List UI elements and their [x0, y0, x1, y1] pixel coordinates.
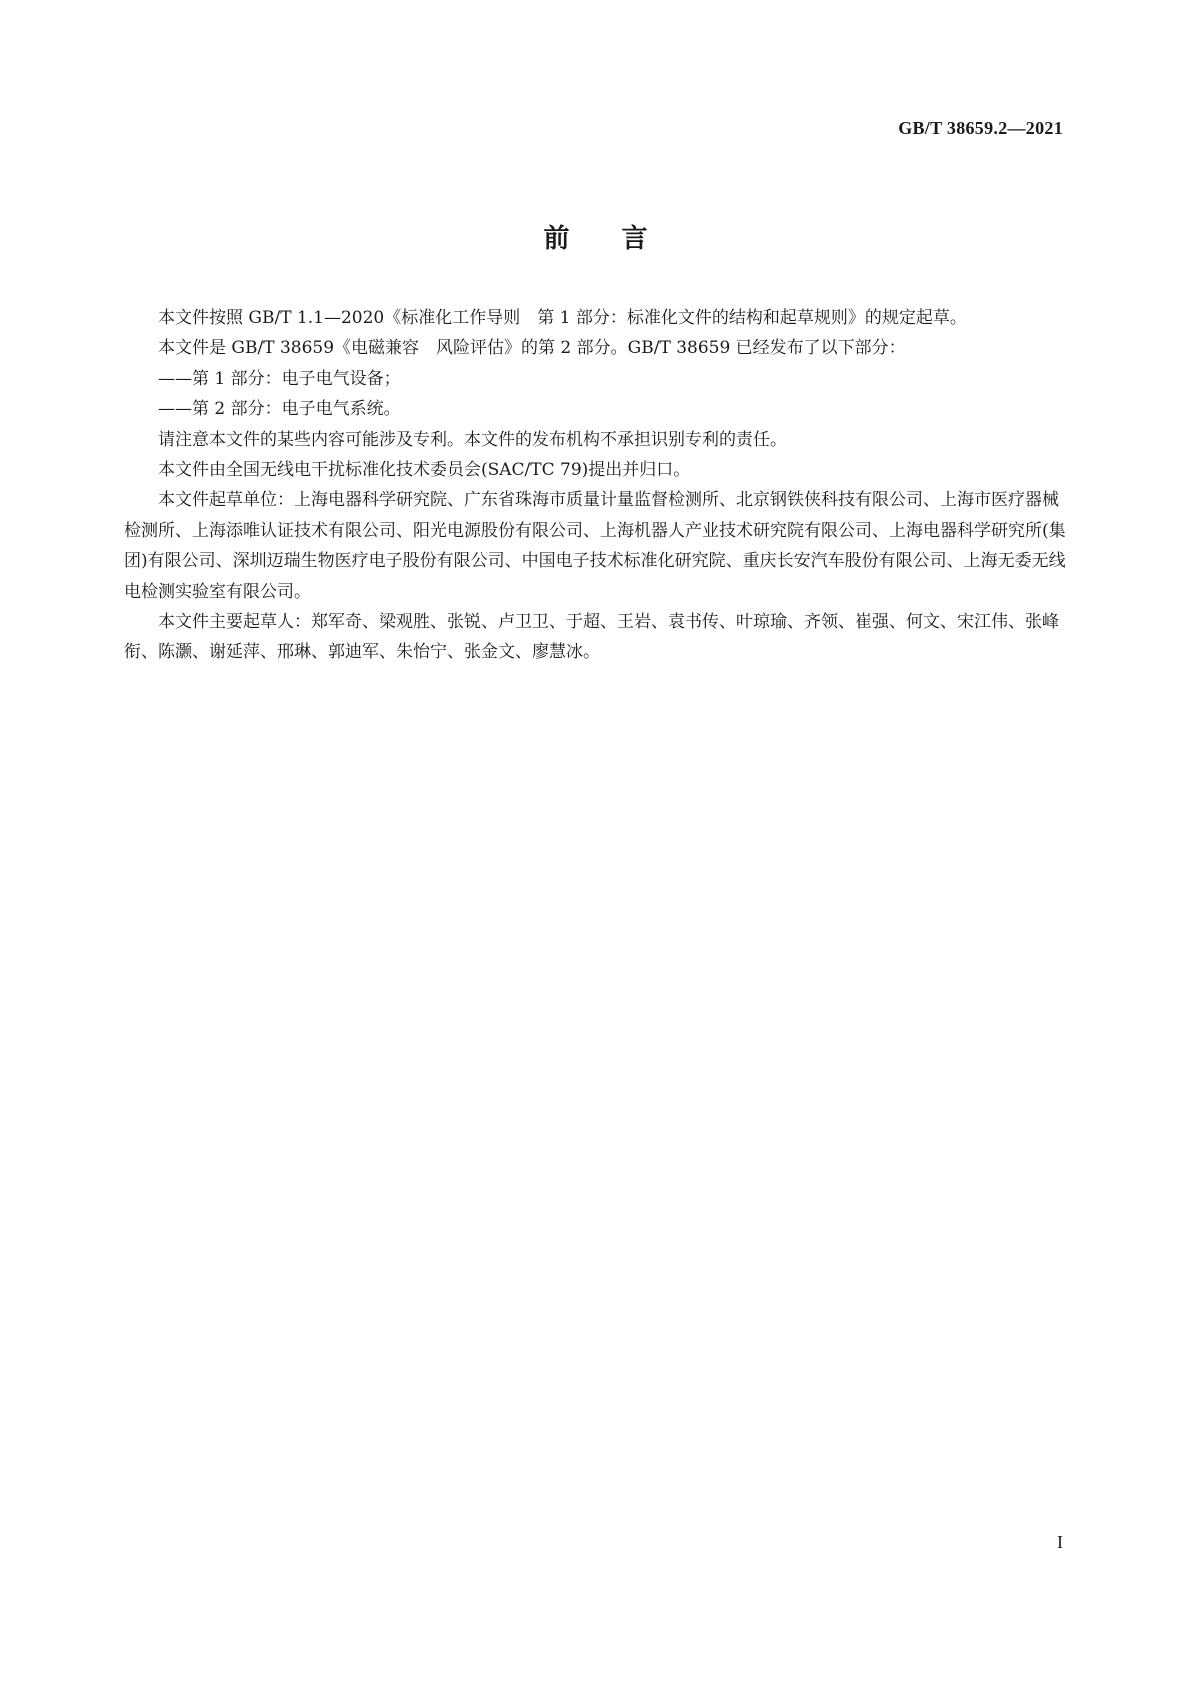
paragraph-series-parts: 本文件是 GB/T 38659《电磁兼容 风险评估》的第 2 部分。GB/T 38659 已经发布了以下部分： — [158, 338, 906, 359]
paragraph-patent-notice: 请注意本文件的某些内容可能涉及专利。本文件的发布机构不承担识别专利的责任。 — [158, 429, 787, 450]
standard-number: GB/T 38659.2—2021 — [898, 118, 1063, 138]
page-number: I — [1057, 1532, 1063, 1552]
paragraph-drafters: 本文件主要起草人：郑军奇、梁观胜、张锐、卢卫卫、于超、王岩、袁书传、叶琼瑜、齐领、崔强、何文、宋江伟、张峰衔、陈灏、谢延萍、邢琳、郭迪军、朱怡宁、张金文、廖慧冰。 — [124, 612, 1059, 663]
page-title: 前 言 — [543, 224, 648, 254]
foreword-body — [124, 303, 1070, 668]
paragraph-drafting-units: 本文件起草单位：上海电器科学研究院、广东省珠海市质量计量监督检测所、北京钢铁侠科技有限公司、上海市医疗器械检测所、上海添唯认证技术有限公司、阳光电源股份有限公司、上海机器人产业技术研究院有限公司、上海电器科学研究所(集团)有限公司、深圳迈瑞生物医疗电子股份有限公司、中国电子技术标准化研究院、重庆长安汽车股份有限公司、上海无委无线电检测实验室有限公司。 — [124, 490, 1066, 602]
list-item-part-1: ——第 1 部分：电子电气设备； — [158, 368, 401, 389]
paragraph-proposer: 本文件由全国无线电干扰标准化技术委员会(SAC/TC 79)提出并归口。 — [158, 460, 691, 481]
paragraph-drafting-rules: 本文件按照 GB/T 1.1—2020《标准化工作导则 第 1 部分：标准化文件的结构和起草规则》的规定起草。 — [158, 308, 967, 328]
list-item-part-2: ——第 2 部分：电子电气系统。 — [158, 399, 401, 420]
